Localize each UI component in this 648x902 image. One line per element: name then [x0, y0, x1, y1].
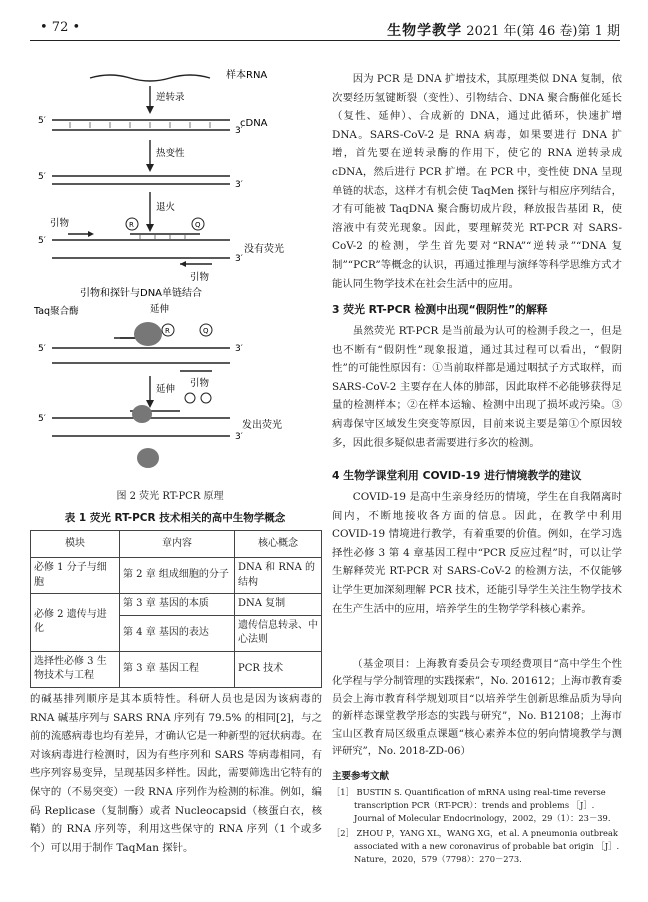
table-row: [31, 594, 322, 616]
section-4-heading: 4 生物学课堂利用 COVID-19 进行情境教学的建议: [332, 469, 582, 482]
label-5prime-1: 5′: [38, 116, 46, 126]
journal-issue: 2021 年(第 46 卷)第 1 期: [466, 24, 620, 39]
label-3prime-4: 3′: [235, 344, 243, 354]
reference-item: ［2］ ZHOU P，YANG XL，WANG XG，et al. A pneumonia outbreak associated with a new coronavirus of probable bat origin ［J］. Nature，2020，579（7798）：270－273.: [332, 827, 620, 865]
taq-polymerase: [134, 322, 162, 346]
references-list: [332, 786, 622, 867]
table-cell: 必修 1 分子与细胞: [31, 558, 120, 594]
label-5prime-4: 5′: [38, 344, 46, 354]
label-sample-rna: 样本RNA: [226, 70, 268, 81]
label-r-1: R: [129, 221, 134, 229]
table-cell: 必修 2 遗传与进化: [31, 594, 120, 652]
reference-item: ［1］ BUSTIN S. Quantification of mRNA using real-time reverse transcription PCR（RT-PCR）：trends and problems ［J］. Journal of Molecular Endocrinology，2002，29（1）：23－39.: [332, 787, 611, 824]
concepts-table: [30, 530, 322, 688]
rt-pcr-diagram: [30, 58, 320, 488]
journal-header: [387, 20, 620, 40]
fund-note: （基金项目：上海教育委员会专项经费项目“高中学生个性化学程与学分制管理的实践探索”，No. 201612；上海市教育委员会上海市教育科学规划项目“以培养学生创新思维品质为导向的新样态课堂教学形态的实践与研究”，No. B12108；上海市宝山区教育局区级重点课题“核心素养本位的躬向情境教学与测评研究”，No. 2018-ZD-06）: [332, 659, 622, 758]
page-number: • 72 •: [40, 20, 81, 35]
label-anneal: 退火: [156, 202, 176, 213]
label-reverse-transcription: 逆转录: [156, 92, 185, 103]
table-cell: 第 4 章 基因的表达: [120, 615, 235, 651]
label-5prime-2: 5′: [38, 172, 46, 182]
label-q-1: Q: [195, 221, 201, 229]
table-header: 模块: [31, 531, 120, 558]
label-extend-2: 延伸: [156, 384, 176, 395]
label-primer-3: 引物: [190, 378, 210, 389]
table-cell: PCR 技术: [235, 651, 322, 687]
table-cell: 第 2 章 组成细胞的分子: [120, 558, 235, 594]
label-3prime-2: 3′: [235, 180, 243, 190]
table-cell: 遗传信息转录、中心法则: [235, 615, 322, 651]
table-header: 章内容: [120, 531, 235, 558]
label-taq: Taq聚合酶: [34, 306, 79, 317]
sample-rna-strand: [90, 75, 210, 81]
table-row: [31, 651, 322, 687]
right-paragraph-2: 虽然荧光 RT-PCR 是当前最为认可的检测手段之一，但是也不断有“假阴性”现象报道，通过其过程可以看出，“假阴性”的可能性原因有：①当前取样都是通过咽拭子方式取样，而 SARS-CoV-2 主要存在人体的肺部，因此取样不必能够获得足量的检测样本；②在样本运输、检测中出现了损坏或污染。③病毒保守区域发生突变等原因，目前来说主要是第①个原因较多，因此很多疑似患者需要进行多次的检测。: [332, 325, 622, 449]
table-cell: 选择性必修 3 生物技术与工程: [31, 651, 120, 687]
label-q-2: Q: [203, 327, 209, 335]
table-cell: DNA 和 RNA 的结构: [235, 558, 322, 594]
table-title: 表 1 荧光 RT-PCR 技术相关的高中生物学概念: [64, 512, 286, 524]
table-header-row: [31, 531, 322, 558]
label-denature: 热变性: [156, 148, 185, 159]
label-r-2: R: [165, 327, 170, 335]
table-cell: DNA 复制: [235, 594, 322, 616]
label-primer-1: 引物: [50, 218, 70, 229]
label-extend-1: 延伸: [150, 304, 170, 315]
label-binding: 引物和探针与DNA单链结合: [80, 288, 203, 299]
section-3-heading: 3 荧光 RT-PCR 检测中出现“假阴性”的解释: [332, 303, 548, 316]
table-header: 核心概念: [235, 531, 322, 558]
table-cell: 第 3 章 基因的本质: [120, 594, 235, 616]
label-3prime-5: 3′: [235, 432, 243, 442]
label-5prime-5: 5′: [38, 414, 46, 424]
label-5prime-3: 5′: [38, 236, 46, 246]
right-paragraph-1: 因为 PCR 是 DNA 扩增技术，其原理类似 DNA 复制，依次要经历氢键断裂（变性）、引物结合、DNA 聚合酶催化延长（复性、延伸）、合成新的 DNA，通过此循环，快速扩增 DNA。SARS-CoV-2 是 RNA 病毒，如果要进行 DNA 扩增，首先要在逆转录酶的作用下，使它的 RNA 逆转录成 cDNA，然后进行 PCR 扩增。在 PCR 中，变性使 DNA 呈现单链的状态，这样才有机会使 TaqMen 探针与相应序列结合，才有可能被 TaqDNA 聚合酶切成片段，释放报告基团 R，使溶液中有荧光现象。因此，要理解荧光 RT-PCR 对 SARS-CoV-2 的检测，学生首先要对“RNA”“逆转录”“DNA 复制”“PCR”等概念的认识，再通过推理与演绎等科学思维方式才能认同生物学技术在社会生活中的应用。: [332, 73, 622, 290]
figure-caption: 图 2 荧光 RT-PCR 原理: [116, 491, 224, 502]
table-row: [31, 558, 322, 594]
references-title: 主要参考文献: [332, 771, 390, 782]
table-cell: 第 3 章 基因工程: [120, 651, 235, 687]
label-3prime-1: 3′: [235, 126, 243, 136]
label-3prime-3: 3′: [235, 254, 243, 264]
label-emit-fluorescence: 发出荧光: [242, 420, 282, 431]
label-primer-2: 引物: [190, 272, 210, 283]
label-no-fluorescence: 没有荧光: [244, 244, 284, 255]
label-cdna: cDNA: [240, 118, 268, 129]
right-paragraph-3: COVID-19 是高中生亲身经历的情境，学生在自我隔离时间内，不断地接收各方面的信息。因此，在教学中利用 COVID-19 情境进行教学，有着重要的价值。例如，在学习选择性必修 3 第 4 章基因工程中“PCR 反应过程”时，可以让学生解释荧光 RT-PCR 对 SARS-CoV-2 的检测方法，不仅能够让学生更加深刻理解 PCR 技术，还能引导学生关注生物学技术在生产生活中的应用，培养学生的生物学学科核心素养。: [332, 491, 622, 615]
journal-name: 生物学教学: [387, 23, 463, 39]
header-rule: [30, 40, 620, 41]
left-body-text: 的碱基排列顺序是其本质特性。科研人员也是因为该病毒的 RNA 碱基序列与 SARS RNA 序列有 79.5% 的相同[2]，与之前的流感病毒也均有差异，才确认它是一种新型的冠状病毒。在对该病毒进行检测时，因为有些序列和 SARS 等病毒相同，有些序列容易变异，呈现基因多样性。因此，需要筛选出它特有的保守的（不易突变）一段 RNA 序列作为检测的标准。例如，编码 Replicase（复制酶）或者 Nucleocapsid（核蛋白衣，核鞘）的 RNA 序列等，利用这些保守的 RNA 序列（1 个或多个）可以用于制作 TaqMan 探针。: [30, 693, 322, 854]
